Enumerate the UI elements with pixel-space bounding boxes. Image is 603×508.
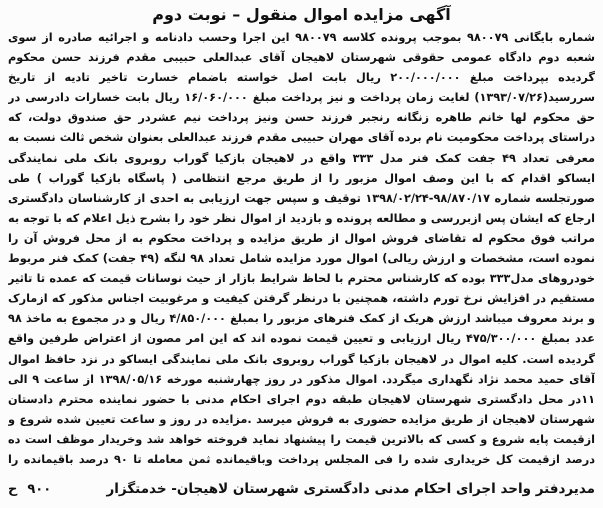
notice-title: آگهی مزایده اموال منقول – نوبت دوم [152, 5, 451, 24]
notice-signature: مدیردفتر واحد اجرای احکام مدنی دادگستری شهرستان لاهیجان- خدمتگزار [106, 481, 595, 497]
notice-footer [8, 476, 595, 502]
notice-body: شماره بایگانی ۹۸۰۰۷۹ بموجب پرونده کلاسه ۹۸۰۰۷۹ این اجرا وحسب دادنامه و اجرائیه صادره از سوی شعبه دوم دادگاه عمومی حقوقی شهرستان لاهیجان آقای عبدالعلی حبیبی مقدم فرزند حسن محکوم گردیده بپرداخت مبلغ ۲۰۰/۰۰۰/۰۰۰ ریال بابت اصل خواسته باضمام خسارت تاخیر تادیه از تاریخ سررسید(۱۳۹۳/۰۷/۲۶) لغایت زمان پرداخت و نیز پرداخت مبلغ ۱۶/۰۶۰/۰۰۰ ریال بابت خسارات دادرسی در حق محکوم لها خانم طاهره زنگانه رنجبر فرزند حسن ونیز پرداخت نیم عشردر حق صندوق دولت، که دراستای پرداخت محکومیت نام برده آقای مهران حبیبی مقدم فرزند عبدالعلی بعنوان شخص ثالث نسبت به معرفی تعداد ۴۹ جفت کمک فنر مدل ۳۳۳ واقع در لاهیجان بازکیا گوراب روبروی بانک ملی نمایندگی ایساکو اقدام که با این وصف اموال مزبور را از طریق مرجع انتظامی ( پاسگاه بازکیا گوراب ) طی صورتجلسه شماره ۹۸/۸۷۰/۱۷-۱۳۹۸/۰۲/۲۴ توقیف و سپس جهت ارزیابی به احدی از کارشناسان دادگستری ارجاع که ایشان پس ازبررسی و مطالعه پرونده و بازدید از اموال نظر خود را بشرح ذیل اعلام که با توجه به مراتب فوق محکوم له تقاضای فروش اموال از طریق مزایده و پرداخت محکوم به از محل فروش آن را نموده است، مشخصات و ارزش ریالی) اموال مورد مزایده شامل تعداد ۹۸ لنگه (۴۹ جفت) کمک فنر مربوط خودروهای مدل۳۳۳ بوده که کارشناس محترم با لحاظ شرایط بازار از حیث نوسانات قیمت که عمده تا تاثیر مستقیم در افزایش نرخ تورم داشته، همچنین با درنظر گرفتن کیفیت و مرغوبیت اجناس مذکور که ازمارک و برند معروف میباشد ارزش هریک از کمک فنرهای مزبور را بمبلغ ۴/۸۵۰/۰۰۰ ریال و در مجموع به ماخذ ۹۸ عدد بمبلغ ۴۷۵/۳۰۰/۰۰۰ ریال ارزیابی و تعیین قیمت نموده اند که این امر مصون از اعتراض طرفین واقع گردیده است. کلیه اموال در لاهیجان بازکیا گوراب روبروی بانک ملی نمایندگی ایساکو در نزد حافظ اموال آقای حمید محمد نژاد نگهداری میگردد. اموال مذکور در روز چهارشنبه مورخه ۱۳۹۸/۰۵/۱۶ از ساعت ۹ الی ۱۱در محل دادگستری شهرستان لاهیجان طبقه دوم اجرای احکام مدنی با حضور نماینده محترم دادستان شهرستان لاهیجان از طریق مزایده حضوری به فروش میرسد .مزایده در روز و ساعت تعیین شده شروع و ازقیمت پایه شروع و کسی که بالاترین قیمت را پیشنهاد نماید فروخته خواهد شد وخریدار موظف است ده درصد ازقیمت کل خریداری شده را فی المجلس پرداخت وباقیمانده ثمن معامله تا ۹۰ درصد باقیمانده را [8, 31, 595, 466]
notice-code-letter: ح [8, 481, 18, 497]
notice-code-number: ۹۰۰ [27, 481, 52, 497]
notice-code [8, 482, 51, 497]
